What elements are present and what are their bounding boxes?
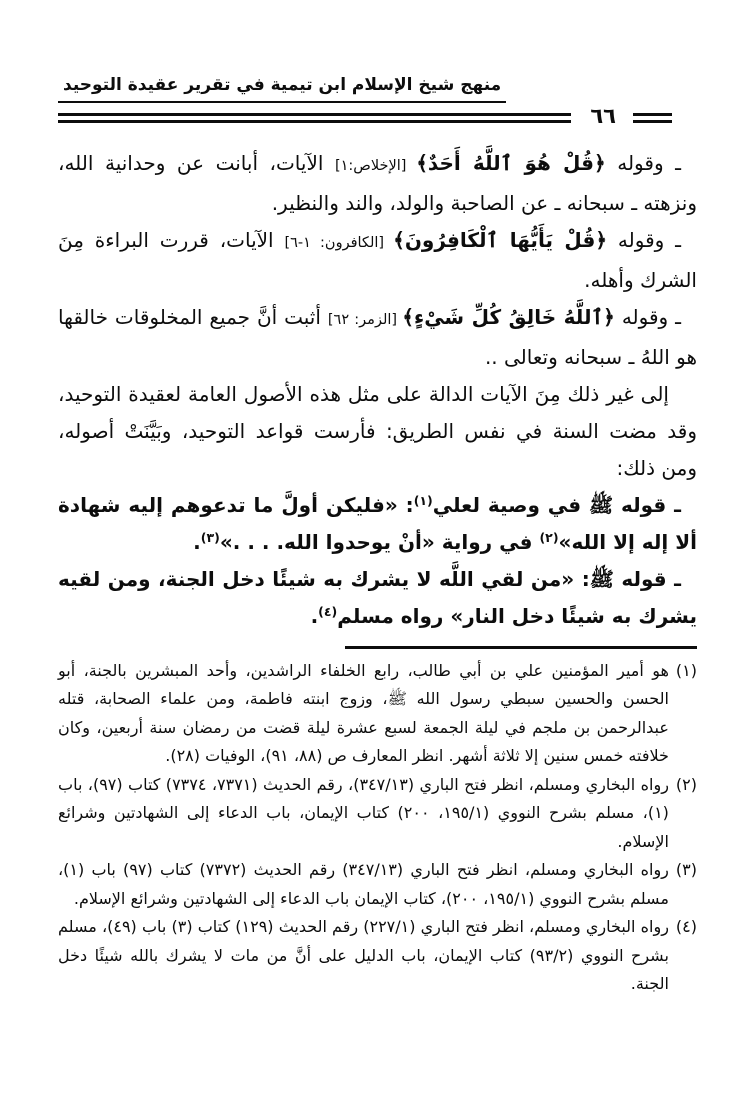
paragraph-text: .: [193, 529, 201, 554]
body-paragraph-hadith-2: [58, 561, 697, 635]
footnote-marker: (٤): [675, 917, 697, 937]
footnote-marker: (٢): [675, 774, 697, 794]
footnote: [58, 856, 697, 913]
footnote-ref-marker: (٤): [318, 603, 338, 619]
paragraph-text: .: [310, 603, 319, 628]
footnote-ref-marker: (١): [413, 492, 433, 508]
footnote-marker: (٣): [675, 860, 697, 880]
body-text: [58, 145, 697, 635]
paragraph-text: إلى غير ذلك مِنَ الآيات الدالة على مثل هذه الأصول العامة لعقيدة التوحيد، وقد مضت السنة في نفس الطريق: فأرست قواعد التوحيد، وبَيَّنَتْ أصوله، ومن ذلك:: [58, 381, 697, 480]
verse-reference: [الزمر: ٦٢]: [327, 311, 403, 328]
footnote-text: هو أمير المؤمنين علي بن أبي طالب، رابع الخلفاء الراشدين، وأحد المبشرين بالجنة، أبو الحسن والحسين سبطي رسول الله ﷺ، وزوج ابنته فاطمة، ومن علماء الصحابة، قتله عبدالرحمن بن ملجم في ليلة الجمعة لسبع عشرة ليلة قضت من رمضان سنة أربعين، وكان خلافته خمس سنين إلا ثلاثة أشهر. انظر المعارف ص (٨٨، ٩١)، الوفيات (٢٨).: [58, 660, 669, 766]
verse-reference: [الكافرون: ١-٦]: [284, 234, 394, 251]
page-title: منهج شيخ الإسلام ابن تيمية في تقرير عقيدة التوحيد: [58, 74, 506, 103]
footnote: [58, 913, 697, 999]
quran-verse: ﴿ٱللَّهُ خَالِقُ كُلِّ شَيْءٍ﴾: [402, 304, 615, 329]
paragraph-text: ـ وقوله: [607, 227, 681, 252]
paragraph-text: الآيات، أبانت عن وحدانية الله، ونزهته ـ سبحانه ـ عن الصاحبة والولد، والند والنظير.: [58, 150, 697, 215]
body-paragraph-summary: [58, 376, 697, 487]
page-header: [58, 74, 697, 103]
paragraph-text: الآيات، قررت البراءة مِنَ الشرك وأهله.: [58, 227, 697, 292]
page-number: ٦٦: [590, 103, 616, 128]
body-paragraph-verse-ikhlas: [58, 145, 697, 222]
footnotes-block: [58, 657, 697, 999]
paragraph-text: ـ قوله ﷺ: «من لقي اللَّه لا يشرك به شيئًا دخل الجنة، ومن لقيه يشرك به شيئًا دخل النار» رواه مسلم: [58, 566, 697, 628]
footnote-text: رواه البخاري ومسلم، انظر فتح الباري (٢٢٧/١) رقم الحديث (١٢٩) كتاب (٣) باب (٤٩)، مسلم بشرح النووي (٩٣/٢) كتاب الإيمان، باب الدليل على أنَّ من مات لا يشرك بالله شيئًا دخل الجنة.: [58, 917, 669, 994]
header-rule-short: [633, 113, 672, 123]
footnote-ref-marker: (٣): [200, 529, 220, 545]
body-paragraph-verse-zumar: [58, 299, 697, 376]
footnote-marker: (١): [675, 660, 697, 680]
footnote: [58, 771, 697, 857]
body-paragraph-hadith-1: [58, 487, 697, 561]
paragraph-text: في رواية «أنْ يوحدوا الله. . . .»: [219, 529, 540, 554]
body-paragraph-verse-kafirun: [58, 222, 697, 299]
paragraph-text: ـ وقوله: [614, 304, 681, 329]
footnote-separator: [345, 646, 697, 649]
paragraph-text: : «فليكن أولَّ ما تدعوهم إليه شهادة ألا إله إلا الله»: [58, 492, 697, 554]
footnote-text: رواه البخاري ومسلم، انظر فتح الباري (٣٤٧/١٣) رقم الحديث (٧٣٧٢) كتاب (٩٧) باب (١)، مسلم بشرح النووي (١٩٥/١، ٢٠٠)، كتاب الإيمان باب الدعاء إلى الشهادتين وشرائع الإسلام.: [58, 860, 669, 908]
verse-reference: [الإخلاص:١]: [334, 157, 417, 174]
footnote: [58, 657, 697, 771]
header-rule-row: [58, 103, 697, 129]
paragraph-text: أثبت أنَّ جميع المخلوقات خالقها هو اللهُ ـ سبحانه وتعالى ..: [58, 304, 697, 369]
footnote-text: رواه البخاري ومسلم، انظر فتح الباري (٣٤٧/١٣)، رقم الحديث (٧٣٧١، ٧٣٧٤) كتاب (٩٧)، باب (١)، مسلم بشرح النووي (١٩٥/١، ٢٠٠) كتاب الإيمان، باب الدعاء إلى الشهادتين وشرائع الإسلام.: [58, 774, 669, 851]
quran-verse: ﴿قُلْ يَأَيُّهَا ٱلْكَافِرُونَ﴾: [393, 227, 608, 252]
paragraph-text: ـ قوله ﷺ في وصية لعلي: [432, 492, 681, 517]
quran-verse: ﴿قُلْ هُوَ ٱللَّهُ أَحَدٌ﴾: [416, 150, 606, 175]
paragraph-text: ـ وقوله: [605, 150, 681, 175]
header-rule-long: [58, 113, 571, 123]
footnote-ref-marker: (٢): [539, 529, 559, 545]
